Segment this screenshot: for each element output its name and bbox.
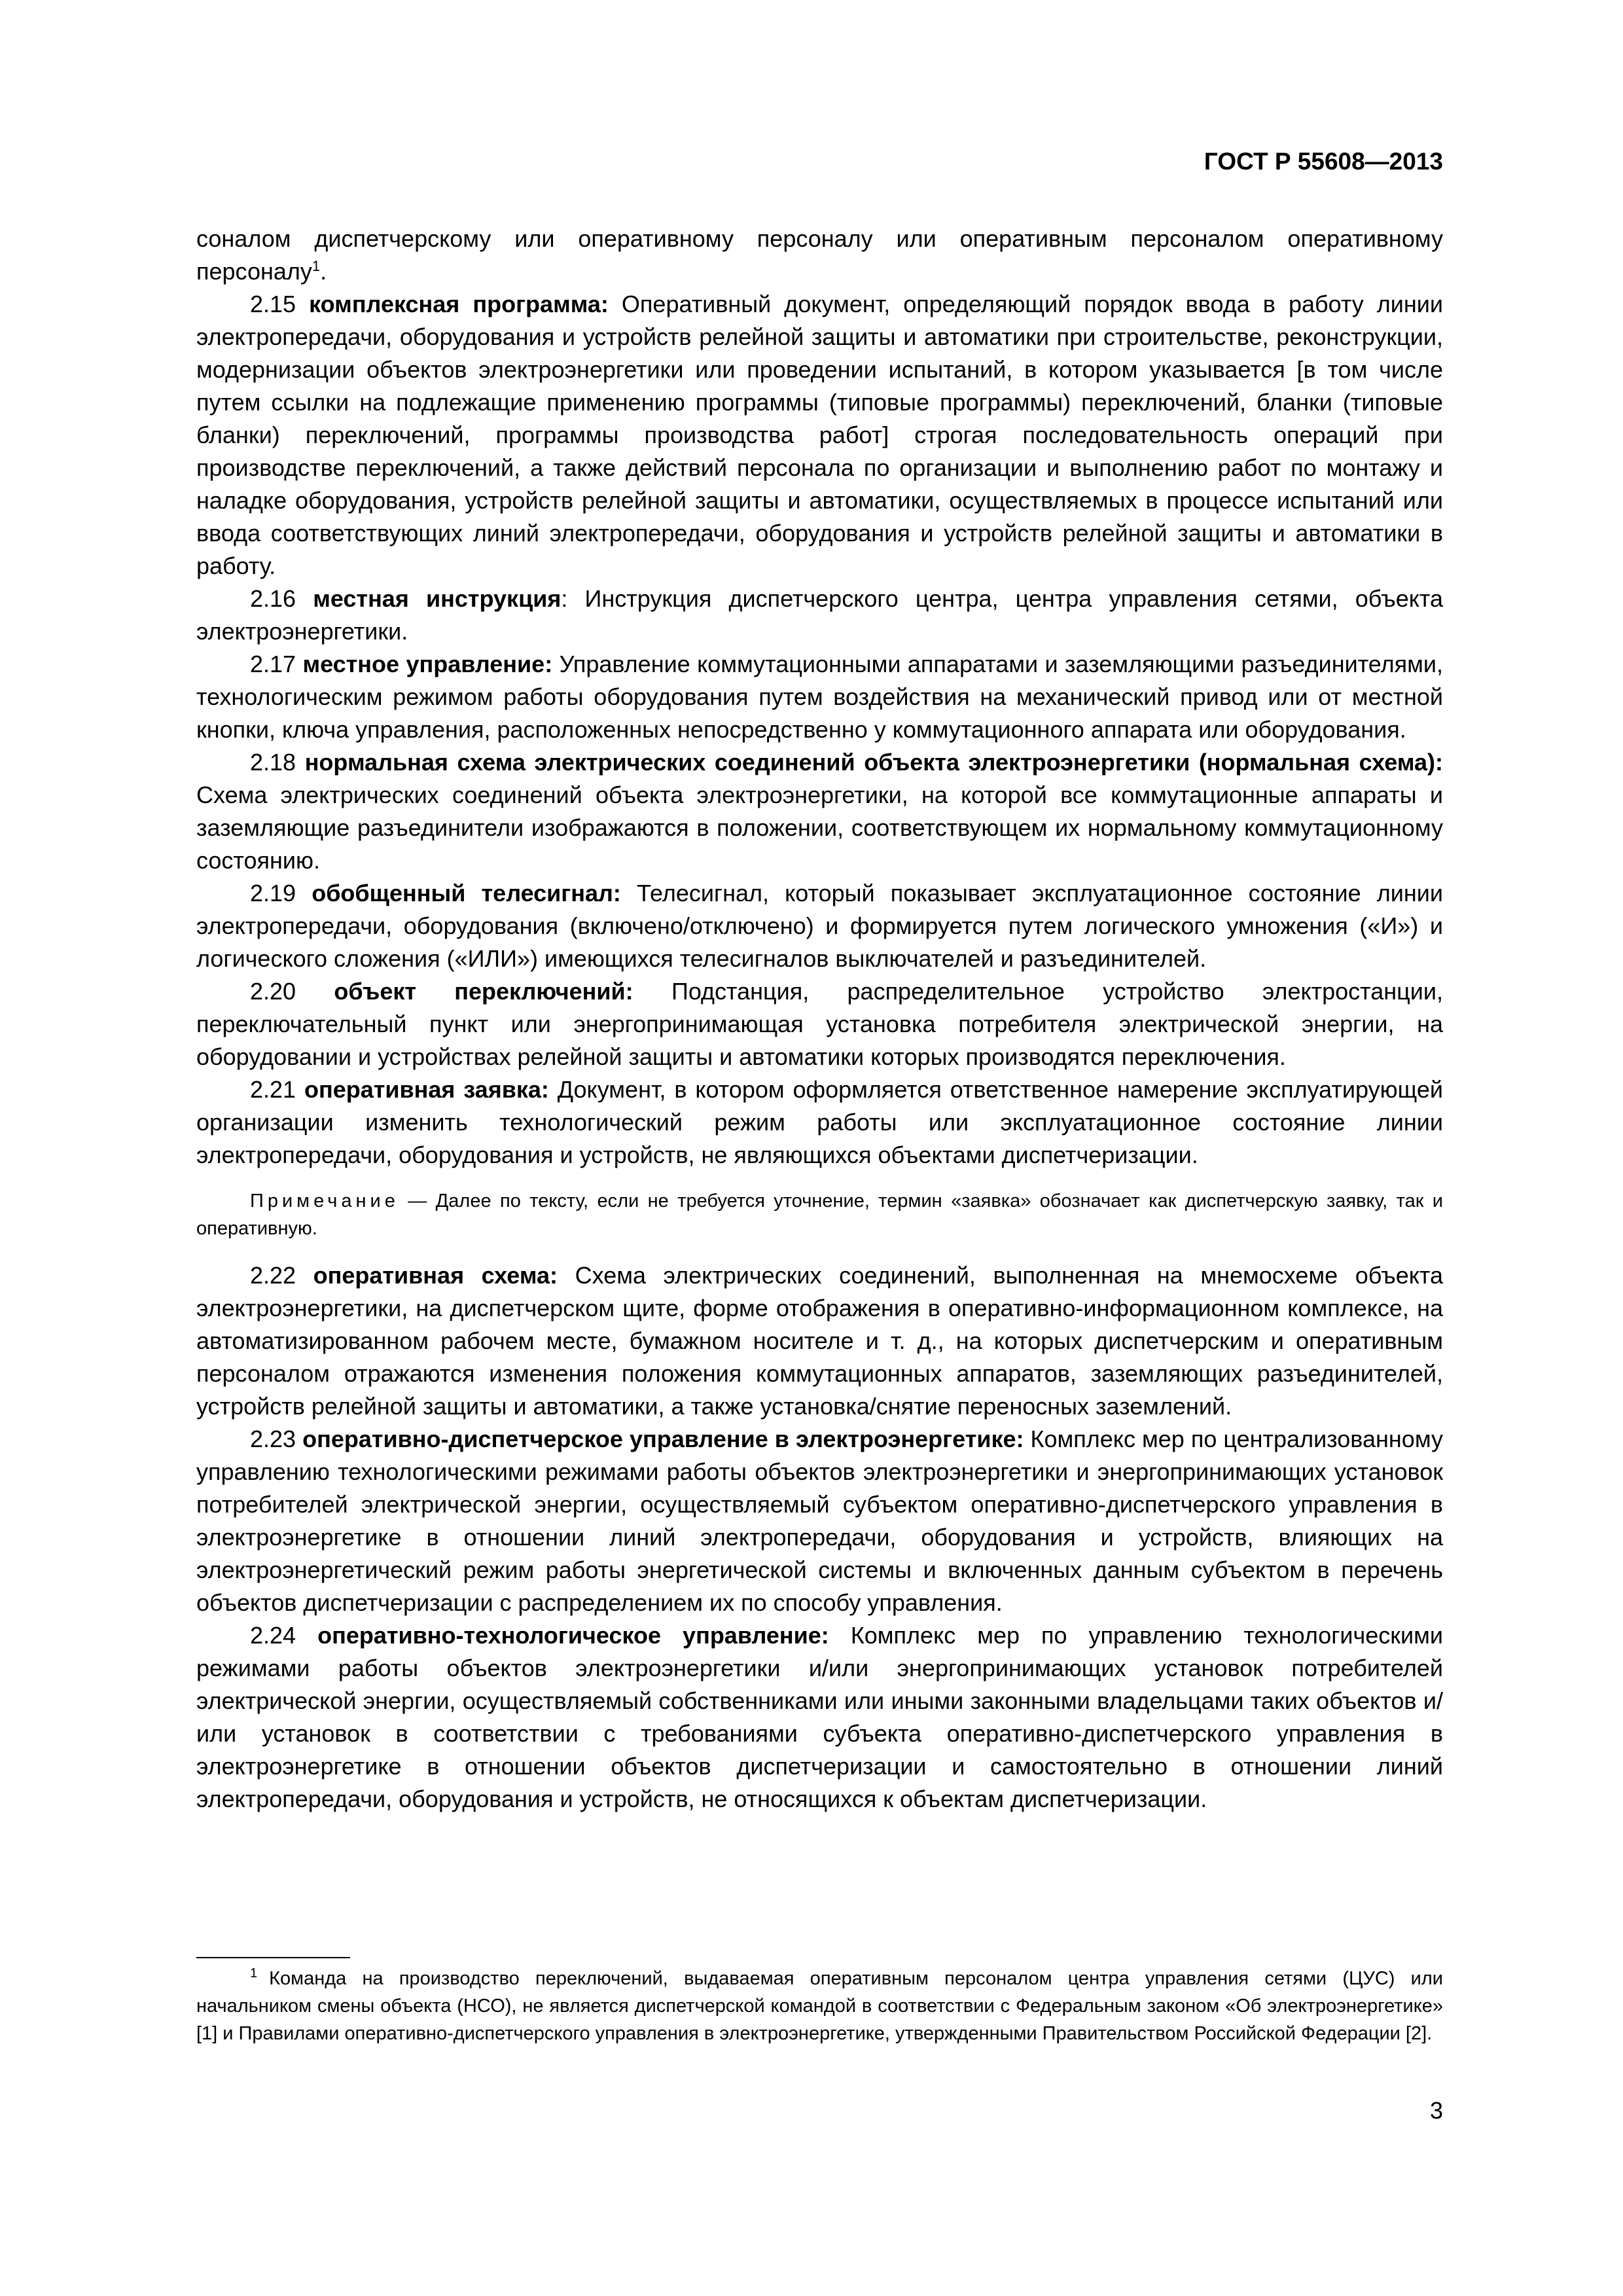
entry-text: Подстанция, распределительное устройство электростанции, переключательный пункт или энергопринимающая установка потребителя электрической энергии, на оборудовании и устройствах релейной защиты и автоматики которых производятся переключения. xyxy=(196,978,1443,1070)
entry-number: 2.22 xyxy=(250,1262,296,1289)
entry-text: Схема электрических соединений объекта электроэнергетики, на которой все коммутационные аппараты и заземляющие разъединители изображаются в положении, соответствующем их нормальному коммутационному состоянию. xyxy=(196,781,1443,874)
entry-2-24 xyxy=(196,1619,1443,1816)
entry-2-19 xyxy=(196,877,1443,975)
entry-2-17 xyxy=(196,648,1443,746)
footnote-mark: 1 xyxy=(250,1966,258,1981)
entry-text: Документ, в котором оформляется ответственное намерение эксплуатирующей организации изменить технологический режим работы или эксплуатационное состояние линии электропередачи, оборудования и устройств, не являющихся объектами диспетчеризации. xyxy=(196,1076,1443,1168)
continuation-text: соналом диспетчерскому или оперативному персоналу или оперативным персоналом оперативному персоналу xyxy=(196,225,1443,285)
entry-number: 2.20 xyxy=(250,978,296,1005)
entry-term: нормальная схема электрических соединений объекта электроэнергетики (нормальная схема): xyxy=(304,749,1443,776)
entry-text: : Инструкция диспетчерского центра, центра управления сетями, объекта электроэнергетики. xyxy=(196,585,1444,645)
entry-term: комплексная программа: xyxy=(309,291,609,317)
entry-2-21 xyxy=(196,1073,1443,1172)
entry-text: Комплекс мер по управлению технологическими режимами работы объектов электроэнергетики и/или энергопринимающих установок потребителей электрической энергии, осуществляемый собственниками или иными законными владельцами таких объектов и/или установок в соответствии с требованиями субъекта оперативно-диспетчерского управления в электроэнергетике в отношении объектов диспетчеризации и самостоятельно в отношении линий электропередачи, оборудования и устройств, не относящихся к объектам диспетчеризации. xyxy=(196,1622,1443,1812)
entry-text: Оперативный документ, определяющий порядок ввода в работу линии электропередачи, оборудования и устройств релейной защиты и автоматики при строительстве, реконструкции, модернизации объектов электроэнергетики или проведении испытаний, в котором указывается [в том числе путем ссылки на подлежащие применению программы (типовые программы) переключений, бланки (типовые бланки) переключений, программы производства работ] строгая последовательность операций при производстве переключений, а также действий персонала по организации и выполнению работ по монтажу и наладке оборудования, устройств релейной защиты и автоматики, осуществляемых в процессе испытаний или ввода соответствующих линий электропередачи, оборудования и устройств релейной защиты и автоматики в работу. xyxy=(196,291,1444,579)
note-label: Примечание xyxy=(250,1191,399,1211)
entry-number: 2.21 xyxy=(250,1076,296,1103)
footnote-ref: 1 xyxy=(312,258,321,274)
entry-number: 2.23 xyxy=(250,1426,296,1452)
entry-2-22 xyxy=(196,1259,1443,1423)
page-number: 3 xyxy=(1429,2097,1443,2124)
entry-number: 2.15 xyxy=(250,291,296,317)
entry-term: оперативно-технологическое управление: xyxy=(317,1622,829,1649)
entry-term: оперативная заявка: xyxy=(304,1076,549,1103)
entry-text: Схема электрических соединений, выполненная на мнемосхеме объекта электроэнергетики, на диспетчерском щите, форме отображения в оперативно-информационном комплексе, на автоматизированном рабочем месте, бумажном носителе и т. д., на которых диспетчерским и оперативным персоналом отражаются изменения положения коммутационных аппаратов, заземляющих разъединителей, устройств релейной защиты и автоматики, а также установка/снятие переносных заземлений. xyxy=(196,1262,1443,1420)
entry-2-20 xyxy=(196,975,1443,1073)
footnote-text: Команда на производство переключений, выдаваемая оперативным персоналом центра управления сетями (ЦУС) или начальником смены объекта (НСО), не является диспетчерской командой в соответствии с Федеральным законом «Об электроэнергетике» [1] и Правилами оперативно-диспетчерского управления в электроэнергетике, утвержденными Правительством Российской Федерации [2]. xyxy=(196,1968,1443,2044)
entry-term: местная инструкция xyxy=(313,585,562,612)
entry-number: 2.19 xyxy=(250,880,296,906)
entry-text: Комплекс мер по централизованному управлению технологическими режимами работы объектов электроэнергетики и энергопринимающих установок потребителей электрической энергии, осуществляемый субъектом оперативно-диспетчерского управления в электроэнергетике в отношении линий электропередачи, оборудования и устройств, влияющих на электроэнергетический режим работы энергетической системы и включенных данным субъектом в перечень объектов диспетчеризации с распределением их по способу управления. xyxy=(196,1426,1443,1616)
entry-text: Телесигнал, который показывает эксплуатационное состояние линии электропередачи, оборудования (включено/отключено) и формируется путем логического умножения («И») и логического сложения («ИЛИ») имеющихся телесигналов выключателей и разъединителей. xyxy=(196,880,1443,972)
entry-term: оперативная схема: xyxy=(313,1262,558,1289)
entry-2-18 xyxy=(196,746,1443,877)
entry-term: оперативно-диспетчерское управление в электроэнергетике: xyxy=(302,1426,1024,1452)
entry-term: местное управление: xyxy=(302,651,553,677)
entry-term: объект переключений: xyxy=(334,978,633,1005)
entry-2-15 xyxy=(196,288,1443,583)
footnote-divider xyxy=(196,1957,350,1958)
entry-text: Управление коммутационными аппаратами и заземляющими разъединителями, технологическим режимом работы оборудования путем воздействия на механический привод или от местной кнопки, ключа управления, расположенных непосредственно у коммутационного аппарата или оборудования. xyxy=(196,651,1443,743)
entry-2-16 xyxy=(196,583,1443,648)
entry-number: 2.24 xyxy=(250,1622,296,1649)
continuation-tail: . xyxy=(320,258,327,285)
footnote xyxy=(196,1965,1443,2047)
body-text xyxy=(196,223,1443,1816)
entry-number: 2.18 xyxy=(250,749,296,776)
continuation-paragraph xyxy=(196,223,1443,288)
note-text: — Далее по тексту, если не требуется уточнение, термин «заявка» обозначает как диспетчерскую заявку, так и оперативную. xyxy=(196,1191,1443,1239)
standard-header: ГОСТ Р 55608—2013 xyxy=(1204,148,1443,175)
entry-number: 2.17 xyxy=(250,651,296,677)
entry-term: обобщенный телесигнал: xyxy=(312,880,621,906)
note xyxy=(196,1187,1443,1242)
entry-2-23 xyxy=(196,1423,1443,1619)
entry-number: 2.16 xyxy=(250,585,296,612)
